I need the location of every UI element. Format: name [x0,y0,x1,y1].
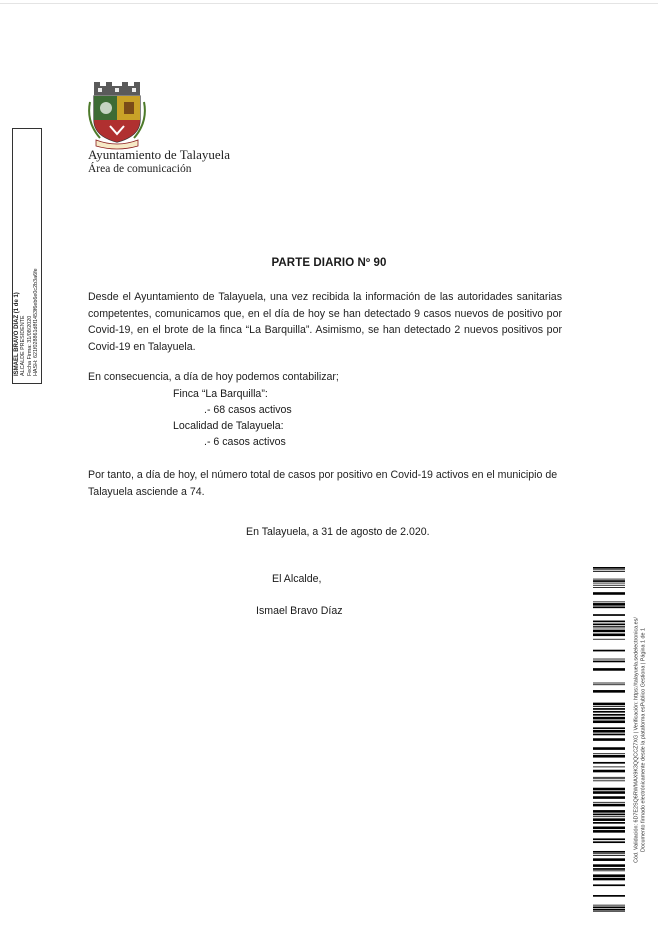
closing-name: Ismael Bravo Díaz [256,605,343,617]
place-date: En Talayuela, a 31 de agosto de 2.020. [246,526,430,538]
paragraph-summary-intro: En consecuencia, a día de hoy podemos contabilizar; [88,371,339,383]
signature-stamp-box [12,128,42,384]
signature-stamp-text [14,136,40,376]
verification-text [633,570,646,910]
item-location-1: Finca “La Barquilla”: [173,388,268,400]
item-count-2: .- 6 casos activos [204,436,286,448]
verification-line-1: Cód. Validación: 6D7E2SQ6RWMAX9K3QQCCZ7XG | Verificación: https://talayuela.sedelectronica.es/ [633,617,640,863]
municipal-crest-icon [86,82,148,150]
barcode-icon [593,567,625,912]
item-location-2: Localidad de Talayuela: [173,420,284,432]
paragraph-intro: Desde el Ayuntamiento de Talayuela, una vez recibida la información de las autoridades sanitarias competentes, comunicamos que, en el día de hoy se han detectado 9 casos nuevos de positivo por Covid-19, en el brote de la finca “La Barquilla”. Asimismo, se han detectado 2 nuevos positivos por Covid-19 en Talayuela. [88,291,562,353]
signature-hash: HASH: 621f028861d8f1453f6eb6e0c2b3a6fe [33,268,40,376]
signer-role: ALCALDE PRESIDENTE [20,315,27,376]
top-border-line [0,3,658,4]
signature-date: Fecha Firma: 31/08/2020 [27,315,33,376]
paragraph-total: Por tanto, a día de hoy, el número total de casos por positivo en Covid-19 activos en el municipio de Talayuela asciende a 74. [88,469,558,498]
org-name: Ayuntamiento de Talayuela [88,147,231,162]
closing-role: El Alcalde, [272,573,322,585]
org-department: Área de comunicación [88,163,192,175]
signer-name: ISMAEL BRAVO DÍAZ (1 de 1) [14,292,21,376]
item-count-1: .- 68 casos activos [204,404,292,416]
verification-line-2: Documento firmado electrónicamente desde la plataforma esPublico Gestiona | Página 1 de 1 [640,627,646,853]
document-title: PARTE DIARIO Nº 90 [271,257,387,269]
